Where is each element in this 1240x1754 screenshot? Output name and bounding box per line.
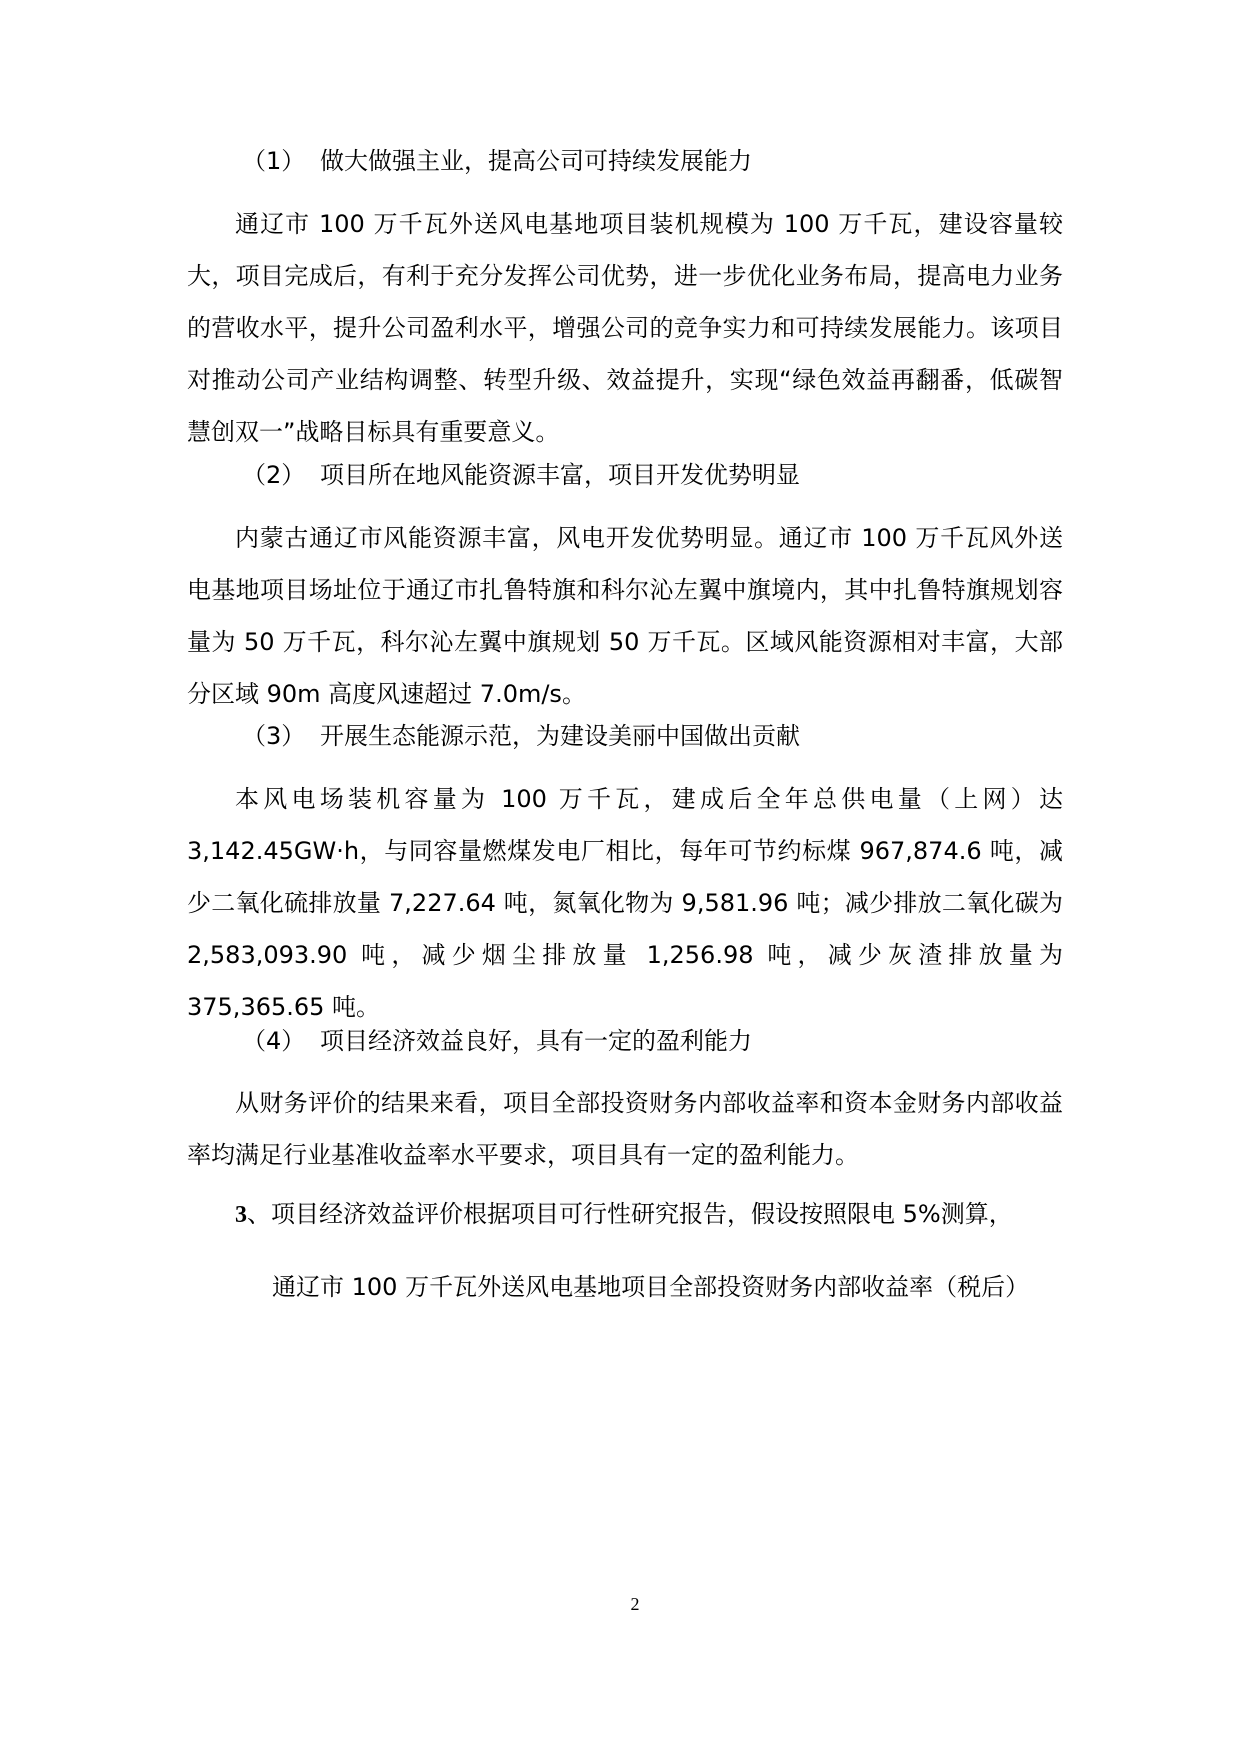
- section-3-text: 、项目经济效益评价根据项目可行性研究报告，假设按照限电 5%测算，: [247, 1200, 1013, 1228]
- table-caption: 通辽市 100 万千瓦外送风电基地项目全部投资财务内部收益率（税后）: [272, 1273, 1030, 1301]
- section-title: 开展生态能源示范，为建设美丽中国做出贡献: [320, 722, 800, 750]
- section-heading-2: [242, 459, 800, 491]
- section-body-1: 通辽市 100 万千瓦外送风电基地项目装机规模为 100 万千瓦，建设容量较大，项目完成后，有利于充分发挥公司优势，进一步优化业务布局，提高电力业务的营收水平，提升公司盈利水平，增强公司的竞争实力和可持续发展能力。该项目对推动公司产业结构调整、转型升级、效益提升，实现“绿色效益再翻番，低碳智慧创双一”战略目标具有重要意义。: [187, 210, 1063, 446]
- section-heading-4: [242, 1025, 752, 1057]
- section-number: （1）: [242, 147, 306, 175]
- section-body-3: 本风电场装机容量为 100 万千瓦，建成后全年总供电量（上网）达 3,142.45GW·h，与同容量燃煤发电厂相比，每年可节约标煤 967,874.6 吨，减少二氧化硫排放量 7,227.64 吨，氮氧化物为 9,581.96 吨；减少排放二氧化碳为 2,583,093.90 吨，减少烟尘排放量 1,256.98 吨，减少灰渣排放量为 375,365.65 吨。: [187, 785, 1063, 1021]
- section-title: 做大做强主业，提高公司可持续发展能力: [320, 147, 752, 175]
- section-3-number: 3: [235, 1202, 247, 1228]
- section-heading-1: [242, 145, 752, 177]
- section-3-heading: [235, 1198, 1013, 1231]
- section-body-2: 内蒙古通辽市风能资源丰富，风电开发优势明显。通辽市 100 万千瓦风外送电基地项目场址位于通辽市扎鲁特旗和科尔沁左翼中旗境内，其中扎鲁特旗规划容量为 50 万千瓦，科尔沁左翼中旗规划 50 万千瓦。区域风能资源相对丰富，大部分区域 90m 高度风速超过 7.0m/s。: [187, 524, 1063, 708]
- section-title: 项目所在地风能资源丰富，项目开发优势明显: [320, 461, 800, 489]
- section-body-4: 从财务评价的结果来看，项目全部投资财务内部收益率和资本金财务内部收益率均满足行业基准收益率水平要求，项目具有一定的盈利能力。: [187, 1089, 1063, 1169]
- section-number: （3）: [242, 722, 306, 750]
- section-title: 项目经济效益良好，具有一定的盈利能力: [320, 1027, 752, 1055]
- section-number: （4）: [242, 1027, 306, 1055]
- section-number: （2）: [242, 461, 306, 489]
- section-heading-3: [242, 720, 800, 752]
- page-number: 2: [630, 1594, 640, 1614]
